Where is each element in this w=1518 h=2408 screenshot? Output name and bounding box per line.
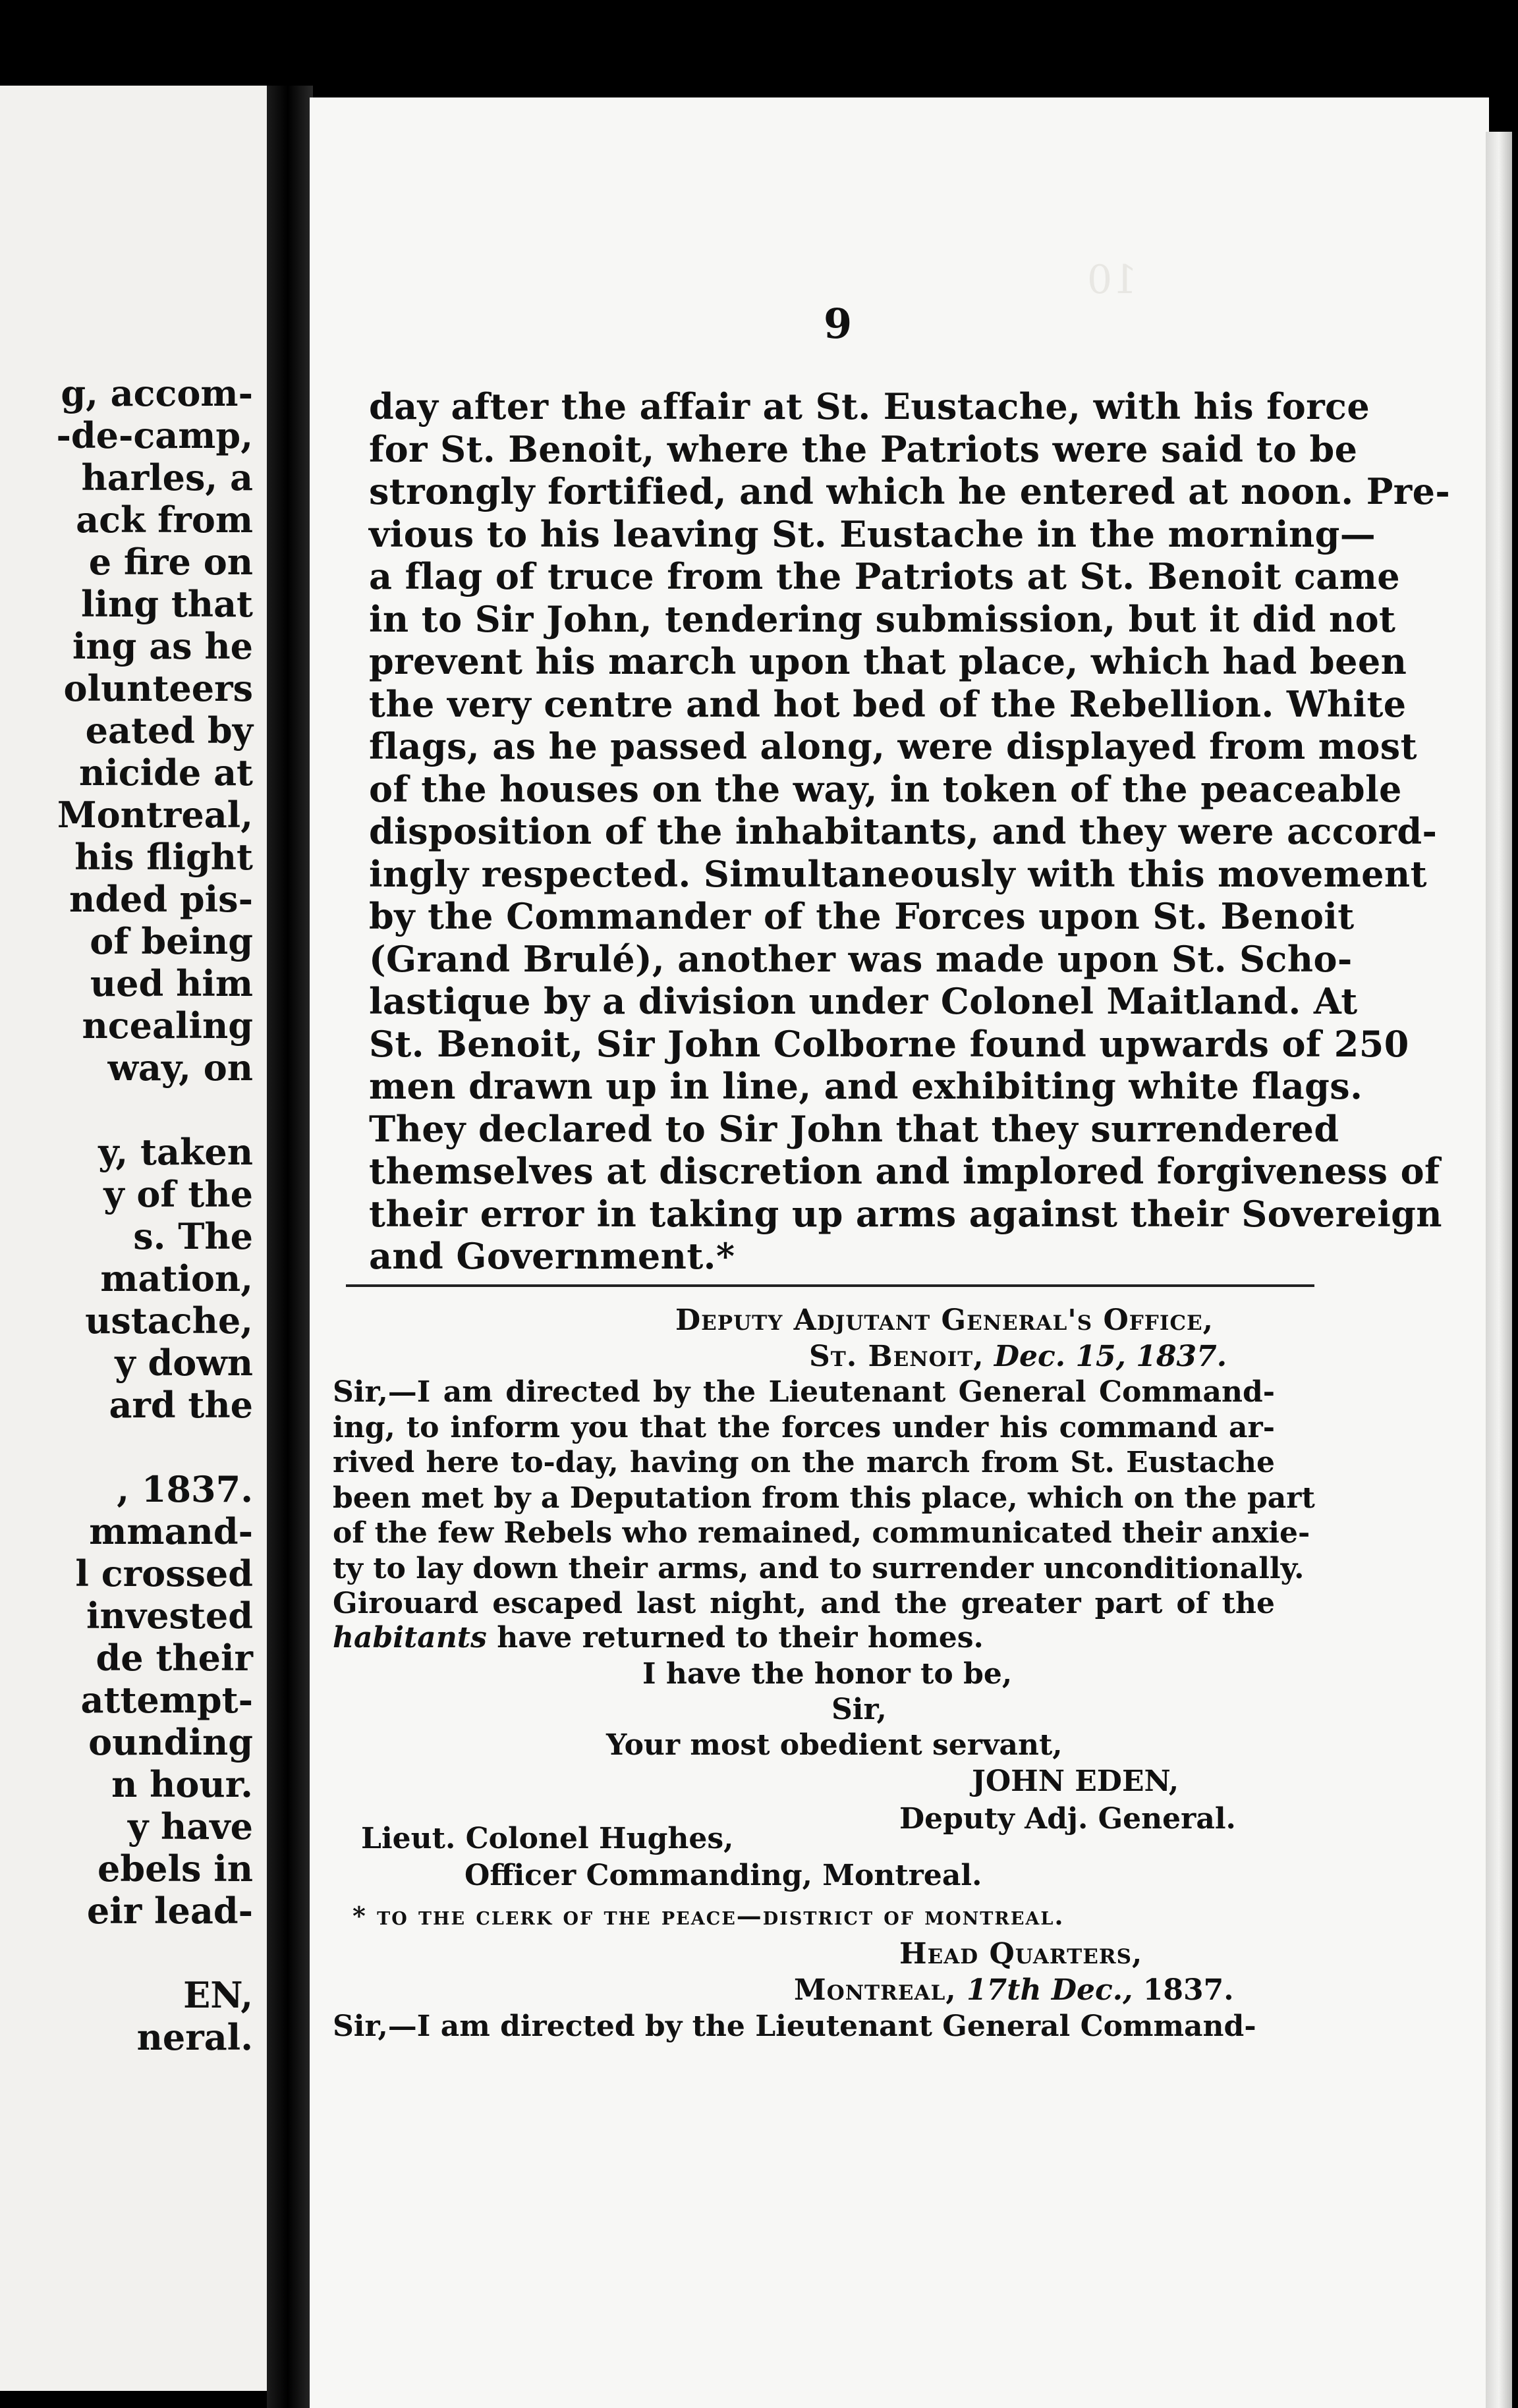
left-page-line: Montreal, <box>57 794 253 836</box>
left-page-line: de their <box>96 1637 253 1679</box>
left-page-line: , 1837. <box>117 1468 253 1510</box>
letter-line: ty to lay down their arms, and to surrender unconditionally. <box>333 1551 1305 1585</box>
left-page-line: ebels in <box>98 1847 253 1890</box>
body-line: their error in taking up arms against their Sovereign <box>369 1192 1442 1235</box>
left-page-line: EN, <box>183 1974 253 2016</box>
left-page-line: y have <box>127 1805 253 1847</box>
left-page-line: y of the <box>103 1173 253 1215</box>
footnote-hq: Head Quarters, <box>899 1937 1143 1971</box>
left-page-line: harles, a <box>81 456 253 499</box>
previous-page-fragment <box>0 86 277 2391</box>
left-page-line: ounding <box>88 1721 253 1763</box>
body-line: disposition of the inhabitants, and they were accord- <box>369 810 1438 852</box>
body-line: lastique by a division under Colonel Maitland. At <box>369 980 1358 1022</box>
letter-dateline <box>809 1342 1227 1371</box>
left-page-line: neral. <box>136 2016 253 2058</box>
left-page-line: nicide at <box>78 752 253 794</box>
left-page-line: e fire on <box>88 541 253 583</box>
letter-signer: JOHN EDEN, <box>972 1765 1179 1798</box>
letter-signer-title: Deputy Adj. General. <box>899 1802 1236 1836</box>
left-page-line: mation, <box>100 1257 253 1300</box>
footnote-place: Montreal, <box>794 1973 957 2007</box>
left-page-line: ard the <box>109 1384 253 1426</box>
body-line: ingly respected. Simultaneously with this movement <box>369 852 1427 895</box>
left-page-line: l crossed <box>75 1552 253 1595</box>
body-line: St. Benoit, Sir John Colborne found upwards of 250 <box>369 1022 1409 1065</box>
body-line: a flag of truce from the Patriots at St. Benoit came <box>369 555 1400 597</box>
body-line: prevent his march upon that place, which had been <box>369 640 1407 682</box>
letter-line: rived here to-day, having on the march from St. Eustache <box>333 1446 1275 1479</box>
left-page-line: ling that <box>81 583 253 625</box>
page-edge <box>1486 132 1512 2408</box>
body-line: and Government.* <box>369 1235 735 1277</box>
body-line: for St. Benoit, where the Patriots were said to be <box>369 427 1358 470</box>
body-line: of the houses on the way, in token of the peaceable <box>369 767 1402 810</box>
letter-addressee: Lieut. Colonel Hughes, <box>361 1822 734 1855</box>
letter-line: Girouard escaped last night, and the greater part of the <box>333 1587 1275 1620</box>
left-page-line: n hour. <box>111 1763 253 1805</box>
letter-line: ing, to inform you that the forces under his command ar- <box>333 1410 1275 1444</box>
body-line: the very centre and hot bed of the Rebellion. White <box>369 682 1407 725</box>
body-line: day after the affair at St. Eustache, with his force <box>369 385 1370 427</box>
body-line: themselves at discretion and implored forgiveness of <box>369 1150 1440 1192</box>
letter-addressee-title: Officer Commanding, Montreal. <box>464 1859 982 1892</box>
letter-line: of the few Rebels who remained, communicated their anxie- <box>333 1516 1310 1550</box>
left-page-line: y down <box>115 1342 253 1384</box>
bleed-through-page-number: 10 <box>1087 257 1138 303</box>
left-page-line: y, taken <box>98 1131 253 1173</box>
left-page-line: of being <box>90 920 253 962</box>
left-page-line: g, accom- <box>61 372 253 414</box>
left-page-line: ack from <box>76 499 253 541</box>
letter-office-heading: Deputy Adjutant General's Office, <box>675 1303 1214 1337</box>
body-line: in to Sir John, tendering submission, but it did not <box>369 597 1396 640</box>
body-line: strongly fortified, and which he entered at noon. Pre- <box>369 470 1451 512</box>
body-line: by the Commander of the Forces upon St. Benoit <box>369 895 1355 937</box>
letter-closing: I have the honor to be, <box>642 1657 1013 1691</box>
left-page-line: nded pis- <box>69 878 253 920</box>
left-page-line: -de-camp, <box>56 414 253 456</box>
letter-salutation-sir: Sir, <box>831 1693 887 1726</box>
footnote-date: 17th Dec., <box>967 1973 1133 2007</box>
footnote-heading: * to the clerk of the peace—district of montreal. <box>352 1901 1065 1930</box>
letter-last-line <box>333 1621 984 1655</box>
body-line: They declared to Sir John that they surrendered <box>369 1107 1339 1150</box>
section-rule <box>346 1284 1314 1287</box>
footnote-year: 1837. <box>1142 1973 1234 2007</box>
left-page-line: olunteers <box>63 667 253 709</box>
left-page-line: eated by <box>85 709 253 752</box>
footnote-first-line: Sir,—I am directed by the Lieutenant General Command- <box>333 2010 1256 2043</box>
letter-last-line-rest: have returned to their homes. <box>486 1621 984 1655</box>
letter-place: St. Benoit, <box>809 1340 984 1373</box>
left-page-line: ing as he <box>72 625 253 667</box>
page-number: 9 <box>824 300 853 348</box>
letter-date: Dec. 15, 1837. <box>994 1340 1227 1373</box>
left-page-line: ncealing <box>82 1004 253 1047</box>
left-page-line: his flight <box>74 836 253 878</box>
left-page-line: mmand- <box>89 1510 253 1552</box>
footnote-dateline <box>794 1973 1234 2007</box>
left-page-line: attempt- <box>80 1679 253 1721</box>
left-page-line: ued him <box>90 962 253 1004</box>
body-line: (Grand Brulé), another was made upon St. Scho- <box>369 937 1353 980</box>
left-page-line: way, on <box>107 1047 253 1089</box>
letter-line: been met by a Deputation from this place, which on the part <box>333 1481 1315 1515</box>
letter-servant: Your most obedient servant, <box>606 1728 1063 1762</box>
letter-line: Sir,—I am directed by the Lieutenant General Command- <box>333 1375 1275 1409</box>
left-page-line: ustache, <box>85 1300 253 1342</box>
left-page-line: invested <box>86 1595 253 1637</box>
body-line: men drawn up in line, and exhibiting white flags. <box>369 1065 1363 1107</box>
letter-italic-word: habitants <box>333 1621 487 1655</box>
body-line: vious to his leaving St. Eustache in the morning— <box>369 512 1376 555</box>
book-gutter <box>267 86 313 2408</box>
left-page-line: s. The <box>133 1215 253 1257</box>
body-line: flags, as he passed along, were displayed from most <box>369 725 1417 767</box>
left-page-line: eir lead- <box>86 1890 253 1932</box>
